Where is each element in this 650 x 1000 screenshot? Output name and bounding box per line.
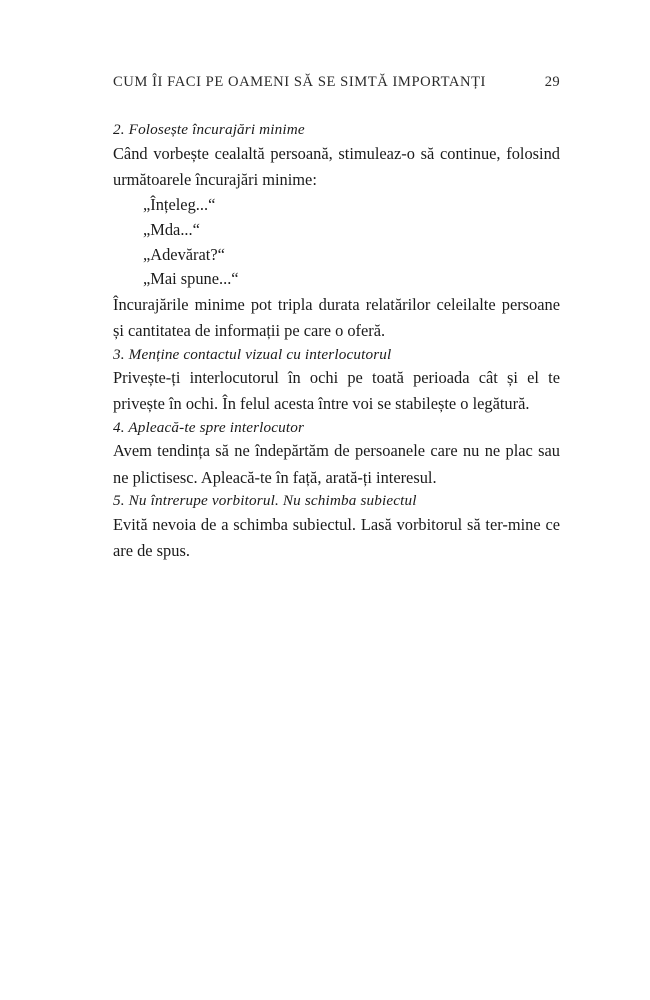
section-heading-4: 4. Apleacă-te spre interlocutor: [113, 418, 305, 436]
list-item: „Mda...“: [143, 219, 200, 239]
section-paragraph-2-after-list: Încurajările minime pot tripla durata relatărilor celeilalte persoane și cantitatea de informații pe care o oferă.: [113, 294, 560, 341]
list-item: „Mai spune...“: [143, 269, 239, 289]
page-content: [113, 120, 560, 565]
section-paragraph-4: Avem tendința să ne îndepărtăm de persoanele care nu ne plac sau ne plictisesc. Apleacă-te în față, arată-ți interesul.: [113, 441, 560, 487]
section-heading-3: 3. Menține contactul vizual cu interlocutorul: [113, 345, 392, 363]
section-paragraph-3: Privește-ți interlocutorul în ochi pe toată perioada cât și el te privește în ochi. În felul acesta între voi se stabilește o legătură.: [113, 368, 560, 414]
section-paragraph-5: Evită nevoia de a schimba subiectul. Lasă vorbitorul să ter-mine ce are de spus.: [113, 514, 560, 561]
running-head-title: CUM ÎI FACI PE OAMENI SĂ SE SIMTĂ IMPORTANȚI: [113, 74, 486, 90]
quote-list: [113, 193, 560, 291]
section-heading-2: 2. Folosește încurajări minime: [113, 121, 305, 138]
list-item: „Adevărat?“: [143, 244, 225, 264]
section-paragraph-2: Când vorbește cealaltă persoană, stimuleaz-o să continue, folosind următoarele încurajări minime:: [113, 143, 560, 189]
running-head: [113, 74, 560, 96]
list-item: „Înțeleg...“: [143, 195, 216, 215]
section-heading-5: 5. Nu întrerupe vorbitorul. Nu schimba subiectul: [113, 492, 417, 510]
page-number: 29: [544, 74, 560, 90]
text-column: [113, 0, 560, 565]
